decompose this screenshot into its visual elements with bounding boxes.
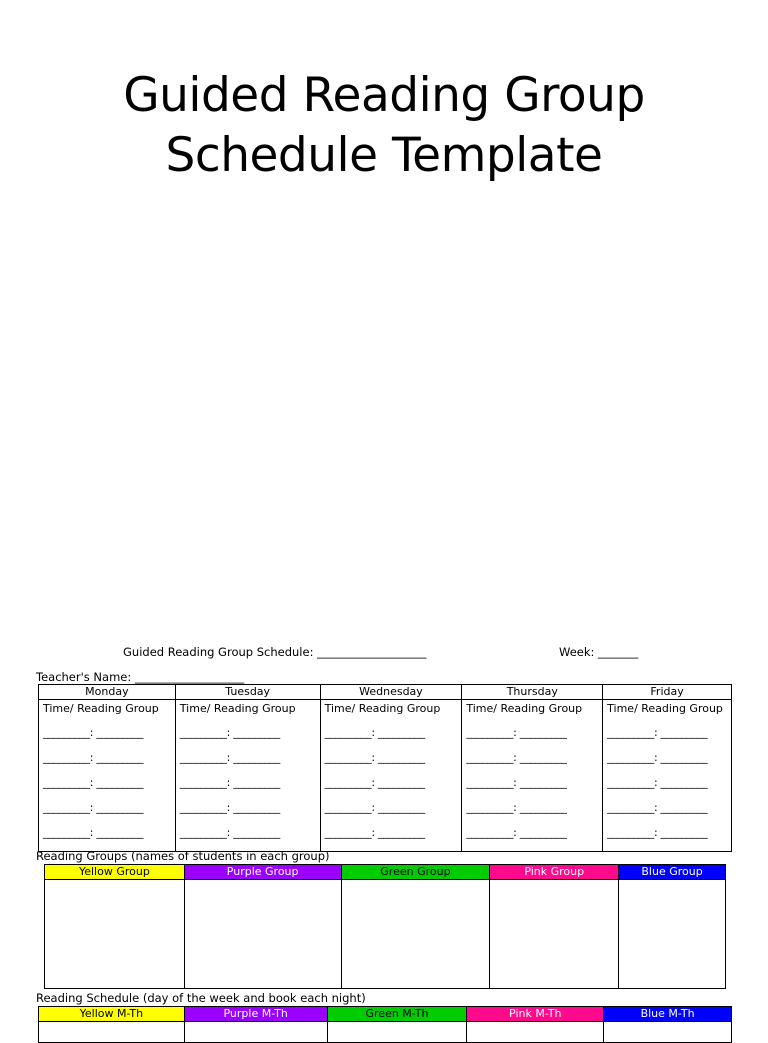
slot-blank[interactable]: _________: _________ <box>607 776 708 789</box>
slot-blank[interactable]: _________: _________ <box>607 751 708 764</box>
title-line-1: Guided Reading Group <box>123 68 645 123</box>
day-slots <box>603 700 732 852</box>
reading-schedule-label: Reading Schedule (day of the week and book each night) <box>36 991 366 1005</box>
slot-blank[interactable]: _________: _________ <box>43 826 144 839</box>
time-group-subheader: Time/ Reading Group <box>466 702 583 715</box>
group-header-purple: Purple Group <box>184 865 341 880</box>
slot-blank[interactable]: _________: _________ <box>607 726 708 739</box>
slot-blank[interactable]: _________: _________ <box>324 726 425 739</box>
slot-blank[interactable]: _________: _________ <box>324 776 425 789</box>
reading-cell[interactable] <box>327 1022 467 1043</box>
group-students-cell[interactable] <box>184 880 341 989</box>
day-header: Monday <box>39 685 176 700</box>
slot-blank[interactable]: _________: _________ <box>43 726 144 739</box>
day-slots <box>39 700 176 852</box>
group-header-yellow: Yellow Group <box>45 865 185 880</box>
slot-blank[interactable]: _________: _________ <box>607 801 708 814</box>
group-students-cell[interactable] <box>45 880 185 989</box>
reading-cell[interactable] <box>184 1022 327 1043</box>
day-header: Friday <box>603 685 732 700</box>
group-students-cell[interactable] <box>341 880 490 989</box>
reading-header-blue: Blue M-Th <box>604 1007 732 1022</box>
reading-header-green: Green M-Th <box>327 1007 467 1022</box>
schedule-label: Guided Reading Group Schedule: ___________________ <box>123 645 427 659</box>
slot-blank[interactable]: _________: _________ <box>179 826 280 839</box>
title-line-2: Schedule Template <box>165 128 603 183</box>
slot-blank[interactable]: _________: _________ <box>43 751 144 764</box>
group-students-cell[interactable] <box>490 880 619 989</box>
time-group-subheader: Time/ Reading Group <box>607 702 723 715</box>
reading-cell[interactable] <box>467 1022 604 1043</box>
slot-blank[interactable]: _________: _________ <box>466 826 567 839</box>
reading-cell[interactable] <box>39 1022 185 1043</box>
slot-blank[interactable]: _________: _________ <box>607 826 708 839</box>
slot-blank[interactable]: _________: _________ <box>179 726 280 739</box>
groups-body-row <box>45 880 726 989</box>
reading-header-row <box>39 1007 732 1022</box>
reading-groups-table <box>44 864 726 989</box>
slot-blank[interactable]: _________: _________ <box>466 751 567 764</box>
group-students-cell[interactable] <box>619 880 726 989</box>
slot-blank[interactable]: _________: _________ <box>179 776 280 789</box>
slot-blank[interactable]: _________: _________ <box>179 801 280 814</box>
day-slots <box>320 700 462 852</box>
reading-body-row <box>39 1022 732 1043</box>
time-group-subheader: Time/ Reading Group <box>43 702 159 715</box>
slot-blank[interactable]: _________: _________ <box>43 776 144 789</box>
groups-header-row <box>45 865 726 880</box>
slot-blank[interactable]: _________: _________ <box>43 801 144 814</box>
reading-header-pink: Pink M-Th <box>467 1007 604 1022</box>
schedule-body-row <box>39 700 732 852</box>
slot-blank[interactable]: _________: _________ <box>324 801 425 814</box>
reading-groups-label: Reading Groups (names of students in each group) <box>36 849 330 863</box>
slot-blank[interactable]: _________: _________ <box>324 751 425 764</box>
time-group-subheader: Time/ Reading Group <box>179 702 296 715</box>
reading-header-yellow: Yellow M-Th <box>39 1007 185 1022</box>
group-header-pink: Pink Group <box>490 865 619 880</box>
day-header: Thursday <box>462 685 603 700</box>
day-slots <box>462 700 603 852</box>
reading-schedule-table <box>38 1006 732 1043</box>
day-header: Wednesday <box>320 685 462 700</box>
teacher-name-label: Teacher's Name: ___________________ <box>36 670 245 684</box>
slot-blank[interactable]: _________: _________ <box>466 801 567 814</box>
slot-blank[interactable]: _________: _________ <box>324 826 425 839</box>
weekly-schedule-table <box>38 684 732 852</box>
slot-blank[interactable]: _________: _________ <box>179 751 280 764</box>
slot-blank[interactable]: _________: _________ <box>466 776 567 789</box>
page-title <box>0 66 768 186</box>
group-header-green: Green Group <box>341 865 490 880</box>
reading-header-purple: Purple M-Th <box>184 1007 327 1022</box>
reading-cell[interactable] <box>604 1022 732 1043</box>
schedule-day-header-row <box>39 685 732 700</box>
time-group-subheader: Time/ Reading Group <box>324 702 441 715</box>
day-slots <box>175 700 320 852</box>
group-header-blue: Blue Group <box>619 865 726 880</box>
week-label: Week: _______ <box>559 645 639 659</box>
day-header: Tuesday <box>175 685 320 700</box>
slot-blank[interactable]: _________: _________ <box>466 726 567 739</box>
